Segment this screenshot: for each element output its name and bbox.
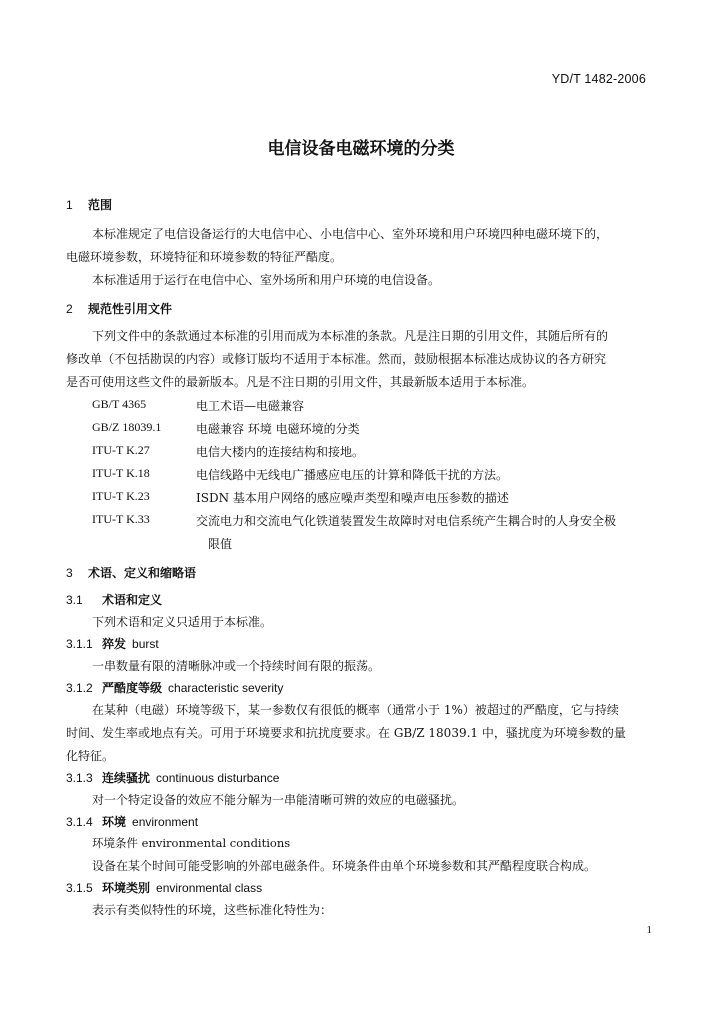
term-zh: 环境 <box>102 815 127 829</box>
paragraph-line: 本标准规定了电信设备运行的大电信中心、小电信中心、室外环境和用户环境四种电磁环境下的， <box>92 227 609 241</box>
paragraph-line: 电磁环境参数，环境特征和环境参数的特征严酷度。 <box>66 250 343 264</box>
reference-title: 电磁兼容 环境 电磁环境的分类 <box>196 422 360 436</box>
paragraph-line: 修改单（不包括勘误的内容）或修订版均不适用于本标准。然而，鼓励根据本标准达成协议的各方研究 <box>66 352 607 366</box>
reference-title-continuation: 限值 <box>208 537 233 551</box>
reference-code: ITU-T K.18 <box>92 466 150 480</box>
section-number: 1 <box>66 198 73 212</box>
paragraph-line: 下列文件中的条款通过本标准的引用而成为本标准的条款。凡是注日期的引用文件，其随后所有的 <box>92 329 609 343</box>
reference-code: GB/T 4365 <box>92 397 147 411</box>
clause-number: 3.1.1 <box>66 637 93 651</box>
document-title: 电信设备电磁环境的分类 <box>267 139 455 159</box>
term-en: characteristic severity <box>168 681 284 695</box>
section-title: 规范性引用文件 <box>88 302 173 316</box>
reference-title: 电工术语—电磁兼容 <box>196 399 305 413</box>
definition-text: 表示有类似特性的环境，这些标准化特性为： <box>92 903 333 917</box>
clause-3-1-3-heading <box>66 769 279 786</box>
term-zh: 严酷度等级 <box>102 681 163 695</box>
reference-title: ISDN 基本用户网络的感应噪声类型和噪声电压参数的描述 <box>196 491 509 505</box>
reference-title: 电信线路中无线电广播感应电压的计算和降低干扰的方法。 <box>196 468 509 482</box>
definition-text: 在某种（电磁）环境等级下，某一参数仅有很低的概率（通常小于 1%）被超过的严酷度，它与持续 <box>92 703 619 717</box>
section-1-heading <box>66 196 112 213</box>
reference-title: 交流电力和交流电气化铁道装置发生故障时对电信系统产生耦合时的人身安全极 <box>196 514 617 528</box>
clause-number: 3.1.3 <box>66 771 93 785</box>
definition-text: 化特征。 <box>66 749 115 763</box>
definition-text: 时间、发生率或地点有关。可用于环境要求和抗扰度要求。在 GB/Z 18039.1 中，骚扰度为环境参数的量 <box>66 726 626 740</box>
clause-3-1-4-heading <box>66 813 198 830</box>
definition-text: 一串数量有限的清晰脉冲或一个持续时间有限的振荡。 <box>92 659 381 673</box>
page-number: 1 <box>646 924 652 936</box>
paragraph-line: 本标准适用于运行在电信中心、室外场所和用户环境的电信设备。 <box>92 273 441 287</box>
definition-text: 设备在某个时间可能受影响的外部电磁条件。环境条件由单个环境参数和其严酷程度联合构成。 <box>92 859 597 873</box>
definition-text: 对一个特定设备的效应不能分解为一串能清晰可辨的效应的电磁骚扰。 <box>92 793 465 807</box>
clause-3-1-1-heading <box>66 635 159 652</box>
term-en: environmental class <box>156 881 263 895</box>
term-en: burst <box>132 637 159 651</box>
clause-number: 3.1.4 <box>66 815 93 829</box>
reference-code: ITU-T K.23 <box>92 489 150 503</box>
subsection-title: 术语和定义 <box>102 593 163 607</box>
paragraph-line: 是否可使用这些文件的最新版本。凡是不注日期的引用文件，其最新版本适用于本标准。 <box>66 375 535 389</box>
section-number: 2 <box>66 302 73 316</box>
subsection-3-1-heading <box>66 591 162 608</box>
term-zh: 猝发 <box>102 637 127 651</box>
standard-number: YD/T 1482-2006 <box>551 72 646 86</box>
section-number: 3 <box>66 566 73 580</box>
reference-title: 电信大楼内的连接结构和接地。 <box>196 445 365 459</box>
reference-code: ITU-T K.27 <box>92 443 150 457</box>
term-zh: 连续骚扰 <box>102 771 151 785</box>
section-3-heading <box>66 564 196 581</box>
clause-number: 3.1.5 <box>66 881 93 895</box>
section-title: 术语、定义和缩略语 <box>88 566 197 580</box>
clause-3-1-5-heading <box>66 879 262 896</box>
section-2-heading <box>66 300 172 317</box>
alternative-term: 环境条件 environmental conditions <box>92 836 291 850</box>
paragraph-line: 下列术语和定义只适用于本标准。 <box>92 615 273 629</box>
section-title: 范围 <box>88 198 113 212</box>
term-en: environment <box>132 815 199 829</box>
subsection-number: 3.1 <box>66 593 83 607</box>
term-zh: 环境类别 <box>102 881 151 895</box>
clause-3-1-2-heading <box>66 679 283 696</box>
reference-code: GB/Z 18039.1 <box>92 420 162 434</box>
clause-number: 3.1.2 <box>66 681 93 695</box>
reference-code: ITU-T K.33 <box>92 512 150 526</box>
term-en: continuous disturbance <box>156 771 280 785</box>
